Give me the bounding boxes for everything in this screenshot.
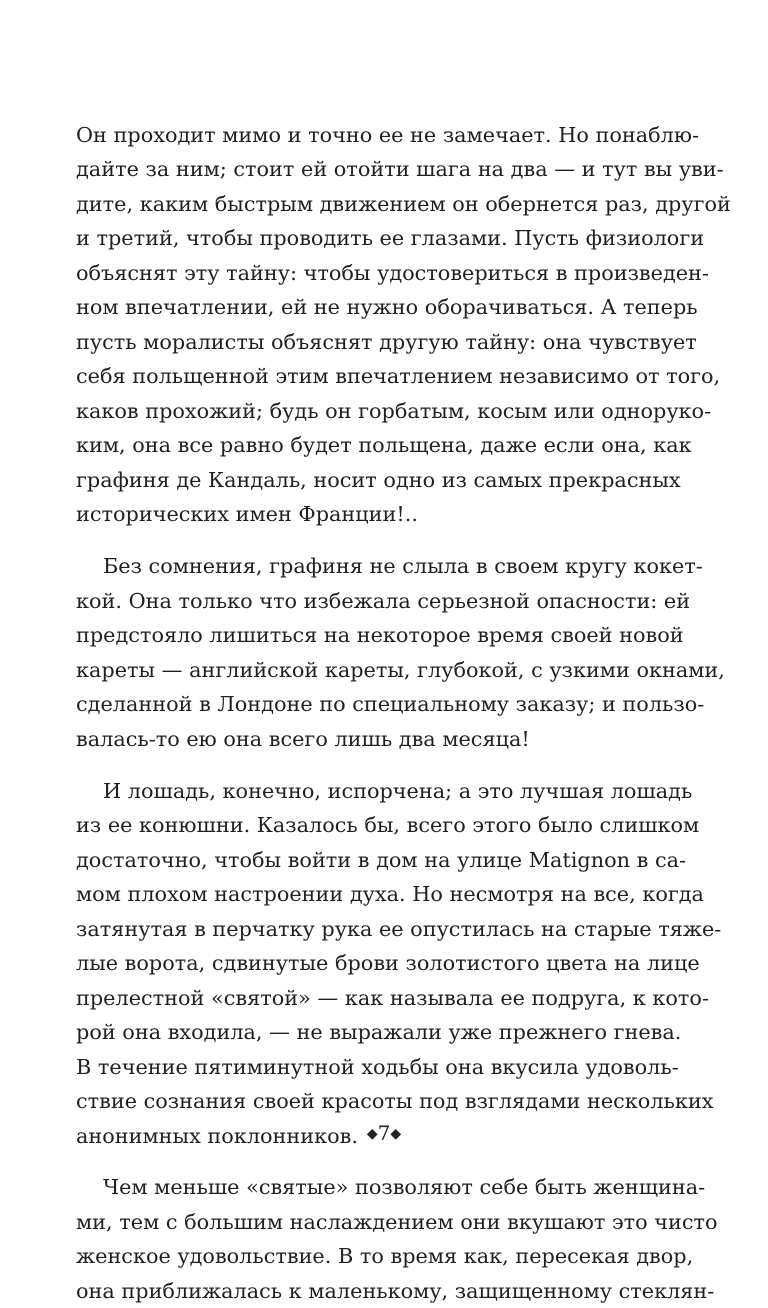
text-line: анонимных поклонников. (76, 1124, 358, 1148)
text-line: кой. Она только что избежала серьезной опасности: ей (76, 589, 691, 613)
text-line: исторических имен Франции!.. (76, 502, 418, 526)
text-line: В течение пятиминутной ходьбы она вкусила удоволь- (76, 1055, 679, 1079)
text-line: предстояло лишиться на некоторое время своей новой (76, 623, 684, 647)
text-line: пусть моралисты объяснят другую тайну: она чувствует (76, 330, 697, 354)
text-line: достаточно, чтобы войти в дом на улице Matignon в са- (76, 848, 687, 872)
text-line: ми, тем с большим наслаждением они вкушают это чисто (76, 1210, 718, 1234)
text-line: кареты — английской кареты, глубокой, с узкими окнами, (76, 658, 725, 682)
text-line: сделанной в Лондоне по специальному заказу; и пользо- (76, 692, 705, 716)
text-line: рой она входила, — не выражали уже прежнего гнева. (76, 1020, 682, 1044)
text-line: Без сомнения, графиня не слыла в своем кругу кокет- (103, 554, 703, 578)
text-line: валась-то ею она всего лишь два месяца! (76, 727, 530, 751)
page-number-folio (0, 1118, 768, 1149)
text-line: женское удовольствие. В то время как, пересекая двор, (76, 1244, 694, 1268)
text-line: мом плохом настроении духа. Но несмотря на все, когда (76, 882, 704, 906)
text-line: прелестной «святой» — как называла ее подруга, к кото- (76, 986, 709, 1010)
text-line: из ее конюшни. Казалось бы, всего этого было слишком (76, 813, 700, 837)
ornament-left-icon: ◆ (366, 1126, 378, 1142)
text-line: И лошадь, конечно, испорчена; а это лучшая лошадь (103, 779, 693, 803)
ornament-right-icon: ◆ (390, 1126, 402, 1142)
text-line: дите, каким быстрым движением он обернется раз, другой (76, 192, 731, 216)
text-line: она приближалась к маленькому, защищенному стеклян- (76, 1279, 715, 1303)
text-line: Он проходит мимо и точно ее не замечает. Но понаблю- (76, 123, 700, 147)
text-line: ствие сознания своей красоты под взглядами нескольких (76, 1089, 714, 1113)
text-line: ном впечатлении, ей не нужно оборачиваться. А теперь (76, 295, 698, 319)
text-line: графиня де Кандаль, носит одно из самых прекрасных (76, 468, 681, 492)
text-line: и третий, чтобы проводить ее глазами. Пусть физиологи (76, 226, 705, 250)
text-line: затянутая в перчатку рука ее опустилась на старые тяже- (76, 917, 722, 941)
page-number: 7 (377, 1121, 391, 1145)
text-line: дайте за ним; стоит ей отойти шага на два — и тут вы уви- (76, 157, 724, 181)
text-line: Чем меньше «святые» позволяют себе быть женщина- (103, 1175, 706, 1199)
text-line: лые ворота, сдвинутые брови золотистого цвета на лице (76, 951, 700, 975)
text-line: каков прохожий; будь он горбатым, косым или одноруко- (76, 399, 712, 423)
text-line: себя польщенной этим впечатлением независимо от того, (76, 364, 721, 388)
text-line: ким, она все равно будет польщена, даже если она, как (76, 433, 692, 457)
text-line: объяснят эту тайну: чтобы удостовериться в произведен- (76, 261, 709, 285)
